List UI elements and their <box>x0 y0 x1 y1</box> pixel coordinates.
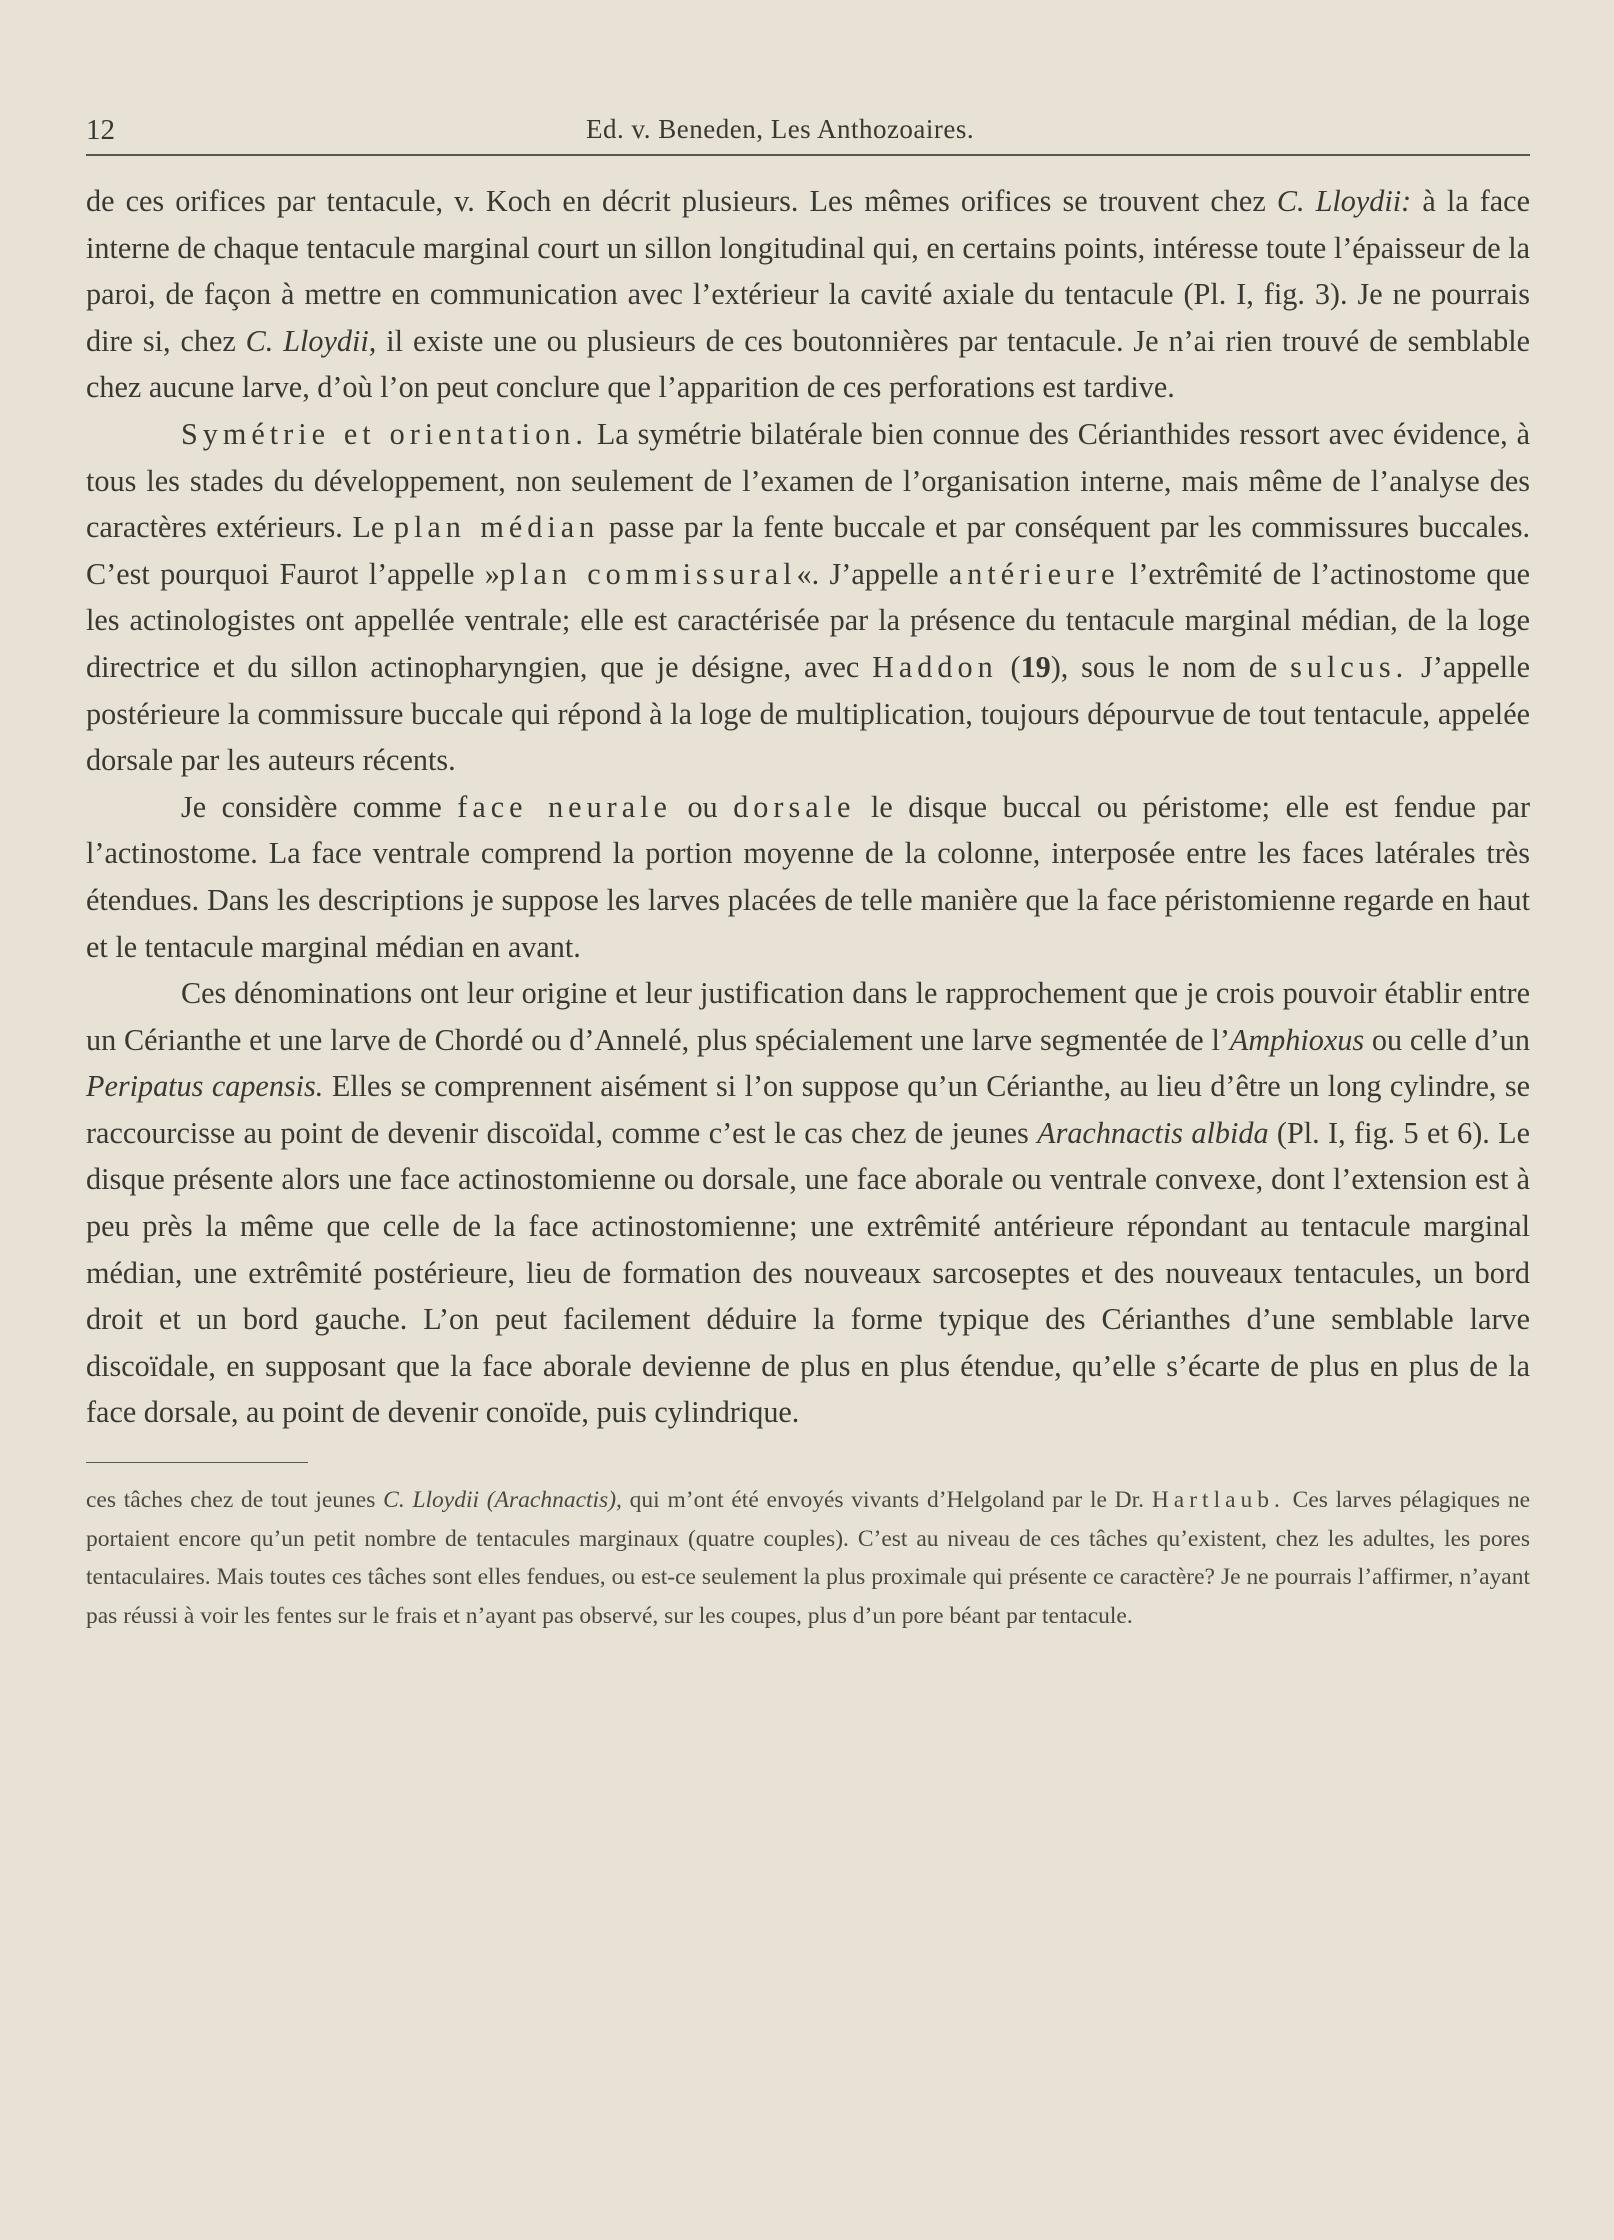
paragraph-denominations: Ces dénominations ont leur origine et leur justification dans le rapprochement que je crois pouvoir établir entre un Cérianthe et une larve de Chordé ou d’Annelé, plus spécialement une larve segmentée de l’Amphioxus ou celle d’un Peripatus capensis. Elles se comprennent aisément si l’on suppose qu’un Cérianthe, au lieu d’être un long cylindre, se raccourcisse au point de devenir discoïdal, comme c’est le cas chez de jeunes Arachnactis albida (Pl. I, fig. 5 et 6). Le disque présente alors une face actinostomienne ou dorsale, une face aborale ou ventrale convexe, dont l’extension est à peu près la même que celle de la face actinostomienne; une extrêmité antérieure répondant au tentacule marginal médian, une extrêmité postérieure, lieu de formation des nouveaux sarcoseptes et des nouveaux tentacules, un bord droit et un bord gauche. L’on peut facilement déduire la forme typique des Cérianthes d’une semblable larve discoïdale, en supposant que la face aborale devienne de plus en plus étendue, qu’elle s’écarte de plus en plus de la face dorsale, au point de devenir conoïde, puis cylindrique. <box>86 976 1530 1430</box>
paragraph-symmetry-orientation: Symétrie et orientation. La symétrie bilatérale bien connue des Cérianthides ressort avec évidence, à tous les stades du développement, non seulement de l’examen de l’organisation interne, mais même de l’analyse des caractères extérieurs. Le plan médian passe par la fente buccale et par conséquent par les commissures buccales. C’est pourquoi Faurot l’appelle »plan commissural«. J’appelle antérieure l’extrêmité de l’actinostome que les actinologistes ont appellée ventrale; elle est caractérisée par la présence du tentacule marginal médian, de la loge directrice et du sillon actinopharyngien, que je désigne, avec Haddon (19), sous le nom de sulcus. J’appelle postérieure la commissure buccale qui répond à la loge de multiplication, toujours dépourvue de tout tentacule, appelée dorsale par les auteurs récents. <box>86 416 1531 778</box>
running-head: Ed. v. Beneden, Les Anthozoaires. <box>586 114 975 144</box>
body-text <box>86 178 1530 1436</box>
page-header <box>86 112 1530 156</box>
paragraph: de ces orifices par tentacule, v. Koch en décrit plusieurs. Les mêmes orifices se trouvent chez C. Lloydii: à la face interne de chaque tentacule marginal court un sillon longitudinal qui, en certains points, intéresse toute l’épaisseur de la paroi, de façon à mettre en communication avec l’extérieur la cavité axiale du tentacule (Pl. I, fig. 3). Je ne pourrais dire si, chez C. Lloydii, il existe une ou plusieurs de ces boutonnières par tentacule. Je n’ai rien trouvé de semblable chez aucune larve, d’où l’on peut conclure que l’apparition de ces perforations est tardive. <box>86 184 1530 405</box>
footnote-text: ces tâches chez de tout jeunes C. Lloydii (Arachnactis), qui m’ont été envoyés vivants d’Helgoland par le Dr. Hartlaub. Ces larves pélagiques ne portaient encore qu’un petit nombre de tentacules marginaux (quatre couples). C’est au niveau de ces tâches qu’existent, chez les adultes, les pores tentaculaires. Mais toutes ces tâches sont elles fendues, ou est-ce seulement la plus proximale qui présente ce caractère? Je ne pourrais l’affirmer, n’ayant pas réussi à voir les fentes sur le frais et n’ayant pas observé, sur les coupes, plus d’un pore béant par tentacule. <box>86 1487 1531 1629</box>
footnote <box>86 1481 1530 1635</box>
footnote-divider <box>86 1462 308 1463</box>
page-number: 12 <box>86 114 115 146</box>
paragraph-neural-face: Je considère comme face neurale ou dorsale le disque buccal ou péristome; elle est fendue par l’actinostome. La face ventrale comprend la portion moyenne de la colonne, interposée entre les faces latérales très étendues. Dans les descriptions je suppose les larves placées de telle manière que la face péristomienne regarde en haut et le tentacule marginal médian en avant. <box>86 789 1531 964</box>
